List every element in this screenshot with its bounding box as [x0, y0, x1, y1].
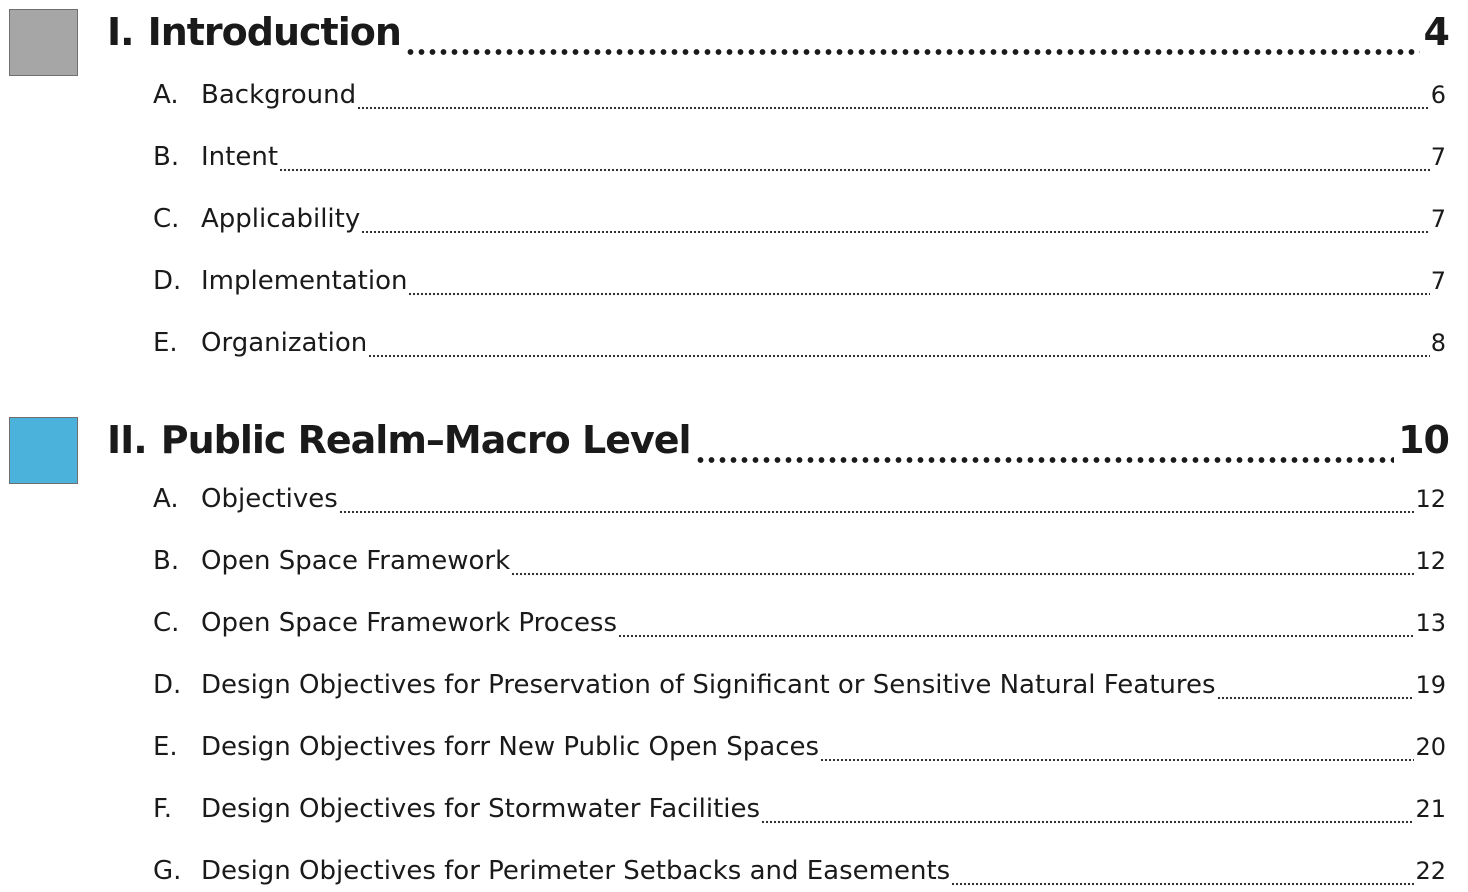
dot-leader [618, 608, 1414, 642]
dot-leader [279, 142, 1430, 176]
section-numeral: II. [107, 418, 147, 462]
dot-leader [951, 856, 1414, 890]
toc-entry-intent[interactable] [153, 142, 1446, 176]
entry-title: Implementation [201, 266, 408, 296]
section-numeral: I. [107, 10, 134, 54]
entry-letter: D. [153, 266, 182, 296]
toc-heading-public-realm[interactable] [107, 418, 1449, 470]
entry-letter: G. [153, 856, 182, 886]
entry-title: Open Space Framework Process [201, 608, 618, 638]
entry-page-number: 7 [1430, 143, 1446, 171]
entry-page-number: 19 [1415, 671, 1446, 699]
dot-leader [1217, 670, 1415, 704]
toc-entry-perimeter-setbacks[interactable] [153, 856, 1446, 890]
entry-page-number: 21 [1415, 795, 1446, 823]
entry-title: Objectives [201, 484, 338, 514]
entry-page-number: 7 [1430, 205, 1446, 233]
entry-page-number: 6 [1430, 81, 1446, 109]
entry-letter: A. [153, 80, 179, 110]
entry-page-number: 13 [1415, 609, 1446, 637]
dot-leader [408, 266, 1429, 300]
toc-entry-public-open-spaces[interactable] [153, 732, 1446, 766]
entry-page-number: 20 [1415, 733, 1446, 761]
section-page-number: 4 [1423, 10, 1449, 54]
entry-title: Intent [201, 142, 279, 172]
entry-letter: A. [153, 484, 179, 514]
toc-entry-background[interactable] [153, 80, 1446, 114]
dot-leader [761, 794, 1414, 828]
entry-title: Design Objectives for Stormwater Facilities [201, 794, 761, 824]
dot-leader [357, 80, 1430, 114]
entry-title: Design Objectives for Preservation of Significant or Sensitive Natural Features [201, 670, 1216, 700]
entry-page-number: 7 [1430, 267, 1446, 295]
entry-page-number: 12 [1415, 547, 1446, 575]
entry-title: Organization [201, 328, 368, 358]
toc-entry-open-space-framework[interactable] [153, 546, 1446, 580]
entry-title: Background [201, 80, 357, 110]
section-page-number: 10 [1398, 418, 1449, 462]
entry-page-number: 8 [1430, 329, 1446, 357]
entry-letter: B. [153, 142, 180, 172]
entry-letter: C. [153, 204, 180, 234]
entry-letter: E. [153, 732, 178, 762]
toc-entry-natural-features[interactable] [153, 670, 1446, 704]
dot-leader [368, 328, 1429, 362]
dot-leader [511, 546, 1414, 580]
entry-title: Applicability [201, 204, 361, 234]
dot-leader [339, 484, 1415, 518]
toc-entry-applicability[interactable] [153, 204, 1446, 238]
entry-page-number: 12 [1415, 485, 1446, 513]
dot-leader [361, 204, 1429, 238]
entry-title: Design Objectives forr New Public Open Spaces [201, 732, 820, 762]
section-color-tab [9, 9, 78, 76]
entry-title: Design Objectives for Perimeter Setbacks and Easements [201, 856, 951, 886]
section-title: Introduction [147, 10, 401, 54]
entry-letter: D. [153, 670, 182, 700]
toc-entry-objectives[interactable] [153, 484, 1446, 518]
entry-page-number: 22 [1415, 857, 1446, 885]
dot-leader [820, 732, 1414, 766]
section-color-tab [9, 417, 78, 484]
entry-letter: C. [153, 608, 180, 638]
entry-letter: B. [153, 546, 180, 576]
toc-entry-implementation[interactable] [153, 266, 1446, 300]
toc-entry-stormwater-facilities[interactable] [153, 794, 1446, 828]
section-title: Public Realm–Macro Level [160, 418, 691, 462]
dot-leader [695, 418, 1395, 470]
toc-entry-open-space-framework-process[interactable] [153, 608, 1446, 642]
entry-letter: F. [153, 794, 173, 824]
toc-heading-introduction[interactable] [107, 10, 1449, 62]
entry-letter: E. [153, 328, 178, 358]
entry-title: Open Space Framework [201, 546, 511, 576]
dot-leader [405, 10, 1420, 62]
toc-entry-organization[interactable] [153, 328, 1446, 362]
